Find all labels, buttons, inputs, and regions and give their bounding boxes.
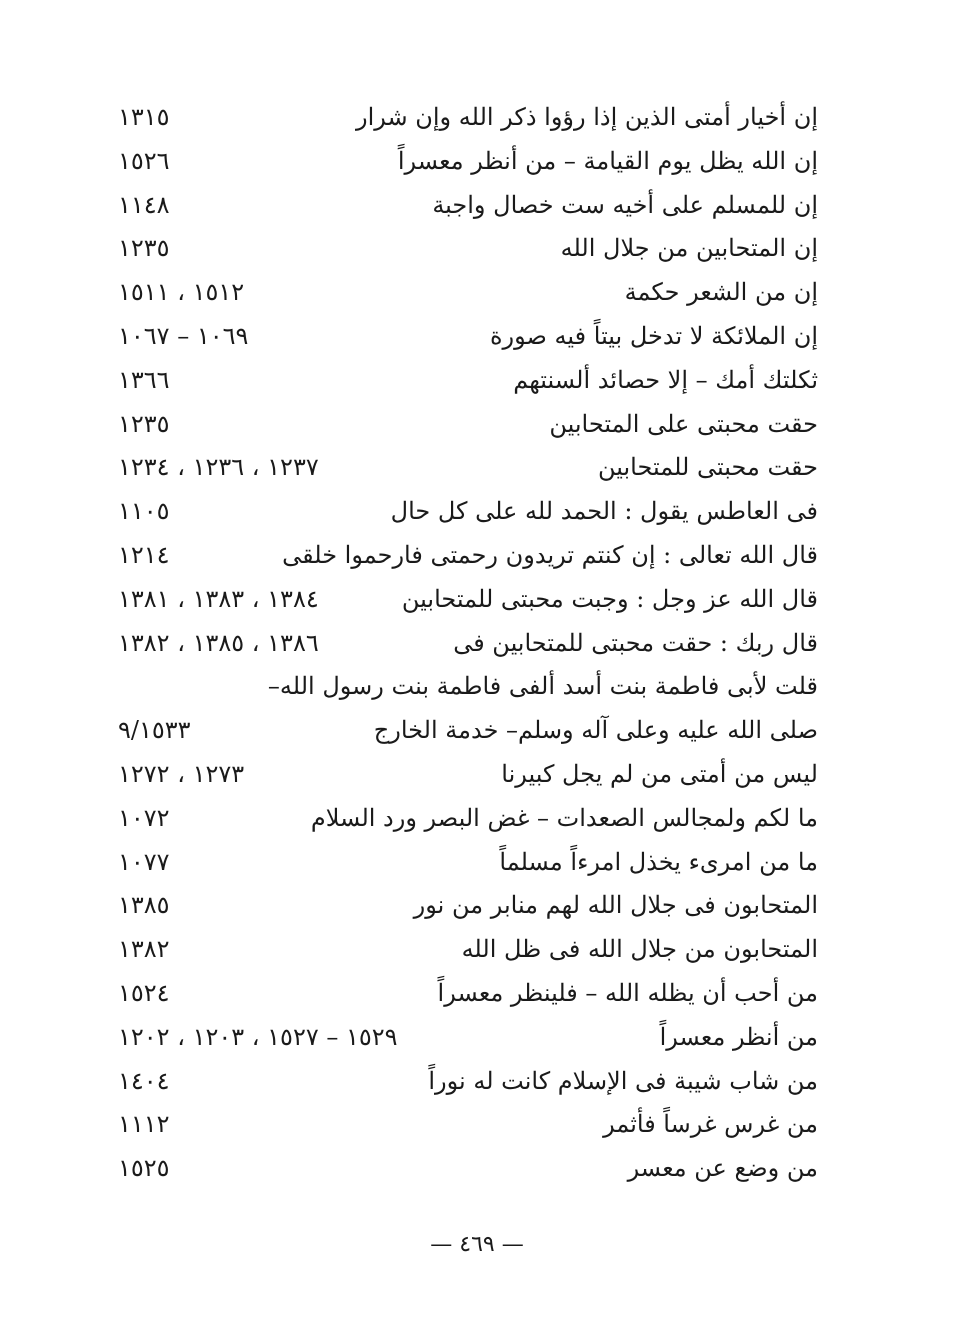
index-entry [118, 490, 818, 534]
index-entries [118, 96, 818, 1191]
index-entry [118, 1147, 818, 1191]
index-entry [118, 446, 818, 490]
entry-page-reference: ١٠٧٢ [118, 803, 170, 832]
entry-page-reference: ١٤٠٤ [118, 1066, 170, 1095]
index-entry [118, 928, 818, 972]
entry-page-reference: ١٥٢٤ [118, 978, 170, 1007]
index-entry [118, 1103, 818, 1147]
index-entry [118, 184, 818, 228]
entry-text: قال الله تعالى : إن كنتم تريدون رحمتى فارحموا خلقى [282, 540, 818, 569]
entry-page-reference: ١٣٦٦ [118, 365, 170, 394]
index-entry [118, 797, 818, 841]
entry-page-reference: ١٣٨٦ ، ١٣٨٥ ، ١٣٨٢ [118, 628, 319, 657]
entry-page-reference: ١٥١٢ ، ١٥١١ [118, 278, 245, 307]
entry-page-reference: ١٣١٥ [118, 103, 170, 131]
entry-text: ما من امرىء يخذل امرءاً مسلماً [499, 847, 818, 876]
entry-text: إن الملائكة لا تدخل بيتاً فيه صورة [489, 321, 818, 350]
entry-text: من وضع عن معسر [627, 1154, 818, 1183]
entry-text: قلت لأبى فاطمة بنت أسد ألفى فاطمة بنت رسول الله– [267, 672, 818, 701]
entry-page-reference: ١٠٧٧ [118, 847, 170, 876]
entry-text: من شاب شيبة فى الإسلام كانت له نوراً [428, 1066, 818, 1095]
index-entry [118, 96, 818, 140]
entry-page-reference: ١٣٨٥ [118, 891, 170, 920]
index-entry [118, 709, 818, 753]
entry-text: المتحابون فى جلال الله لهم منابر من نور [413, 891, 818, 920]
entry-page-reference: ١١١٢ [118, 1110, 170, 1139]
entry-text: حقت محبتى على المتحابين [549, 409, 818, 438]
entry-text: من أحب أن يظله الله – فلينظر معسراً [437, 978, 818, 1007]
entry-page-reference: ١١٤٨ [118, 190, 170, 219]
entry-page-reference: ١٢١٤ [118, 540, 170, 569]
entry-text: قال ربك : حقت محبتى للمتحابين فى [453, 628, 818, 657]
index-entry [118, 884, 818, 928]
index-entry [118, 315, 818, 359]
entry-page-reference: ١٥٢٦ [118, 146, 170, 175]
entry-text: من غرس غرساً فأثمر [603, 1110, 818, 1139]
index-entry [118, 359, 818, 403]
entry-text: إن من الشعر حكمة [624, 278, 818, 307]
index-entry [118, 534, 818, 578]
entry-text: ثكلتك أمك – إلا حصائد ألسنتهم [513, 365, 818, 394]
entry-page-reference: ١٢٣٥ [118, 234, 170, 263]
entry-text: المتحابون من جلال الله فى ظل الله [461, 935, 818, 964]
index-entry [118, 140, 818, 184]
entry-page-reference: ١٣٨٢ [118, 935, 170, 964]
index-entry [118, 665, 818, 709]
entry-page-reference: ١٠٦٩ – ١٠٦٧ [118, 321, 249, 350]
entry-page-reference: ١٥٢٩ – ١٥٢٧ ، ١٢٠٣ ، ١٢٠٢ [118, 1022, 398, 1051]
index-entry [118, 403, 818, 447]
index-entry [118, 227, 818, 271]
entry-text: إن أخيار أمتى الذين إذا رؤوا ذكر الله وإن شرار [356, 103, 818, 131]
index-entry [118, 841, 818, 885]
entry-page-reference: ١٢٧٣ ، ١٢٧٢ [118, 759, 245, 788]
entry-page-reference: ١٣٨٤ ، ١٣٨٣ ، ١٣٨١ [118, 584, 319, 613]
entry-text: ما لكم ولمجالس الصعدات – غض البصر ورد السلام [310, 803, 818, 832]
entry-text: إن الله يظل يوم القيامة – من أنظر معسراً [397, 146, 818, 175]
entry-text: حقت محبتى للمتحابين [597, 453, 818, 482]
index-entry [118, 271, 818, 315]
entry-text: قال الله عز وجل : وجبت محبتى للمتحابين [401, 584, 818, 613]
page-number: — ٤٦٩ — [430, 1232, 524, 1257]
index-entry [118, 622, 818, 666]
index-entry [118, 972, 818, 1016]
index-entry [118, 1060, 818, 1104]
entry-page-reference: ١٢٣٥ [118, 409, 170, 438]
entry-page-reference: ٩/١٥٣٣ [118, 716, 191, 745]
index-entry [118, 1016, 818, 1060]
entry-text: فى العاطس يقول : الحمد لله على كل حال [390, 497, 818, 526]
entry-text: إن للمسلم على أخيه ست خصال واجبة [432, 190, 818, 219]
index-entry [118, 753, 818, 797]
entry-page-reference: ١٥٢٥ [118, 1154, 170, 1183]
entry-page-reference: ١٢٣٧ ، ١٢٣٦ ، ١٢٣٤ [118, 453, 319, 482]
entry-text: من أنظر معسراً [659, 1022, 818, 1051]
index-entry [118, 578, 818, 622]
entry-text: إن المتحابين من جلال الله [560, 234, 818, 263]
entry-text: ليس من أمتى من لم يجل كبيرنا [501, 759, 818, 788]
entry-text: صلى الله عليه وعلى آله وسلم– خدمة الخارج [373, 716, 818, 745]
entry-page-reference: ١١٠٥ [118, 497, 170, 526]
